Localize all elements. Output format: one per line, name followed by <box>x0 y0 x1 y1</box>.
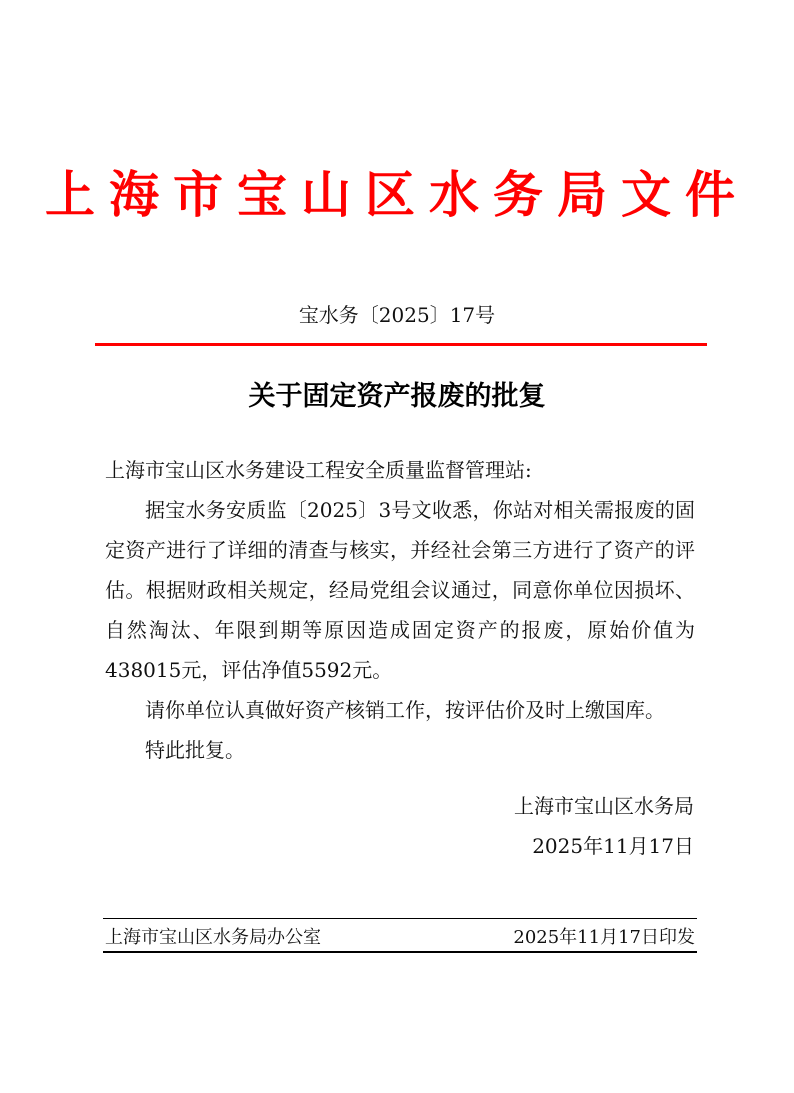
footer-divider-bottom <box>103 951 697 953</box>
footer-print-info <box>105 921 695 951</box>
signature-date: 2025年11月17日 <box>532 834 694 858</box>
document-body <box>105 450 695 770</box>
signature-block <box>514 786 694 866</box>
red-divider <box>95 343 707 346</box>
footer-divider-top <box>103 918 697 919</box>
addressee: 上海市宝山区水务建设工程安全质量监督管理站: <box>105 458 532 482</box>
body-paragraph: 特此批复。 <box>145 738 245 762</box>
document-number: 宝水务〔2025〕17号 <box>298 303 496 327</box>
document-title: 关于固定资产报废的批复 <box>248 381 546 412</box>
document-header-title: 上海市宝山区水务局文件 <box>45 166 749 224</box>
footer-issue-date: 2025年11月17日印发 <box>513 927 695 948</box>
footer-issuer: 上海市宝山区水务局办公室 <box>105 927 321 948</box>
body-paragraph: 据宝水务安质监〔2025〕3号文收悉，你站对相关需报废的固定资产进行了详细的清查与核实，并经社会第三方进行了资产的评估。根据财政相关规定，经局党组会议通过，同意你单位因损坏、自然淘汰、年限到期等原因造成固定资产的报废，原始价值为438015元，评估净值5592元。 <box>105 498 695 682</box>
body-paragraph: 请你单位认真做好资产核销工作，按评估价及时上缴国库。 <box>145 698 665 722</box>
signature-organization: 上海市宝山区水务局 <box>514 794 694 818</box>
